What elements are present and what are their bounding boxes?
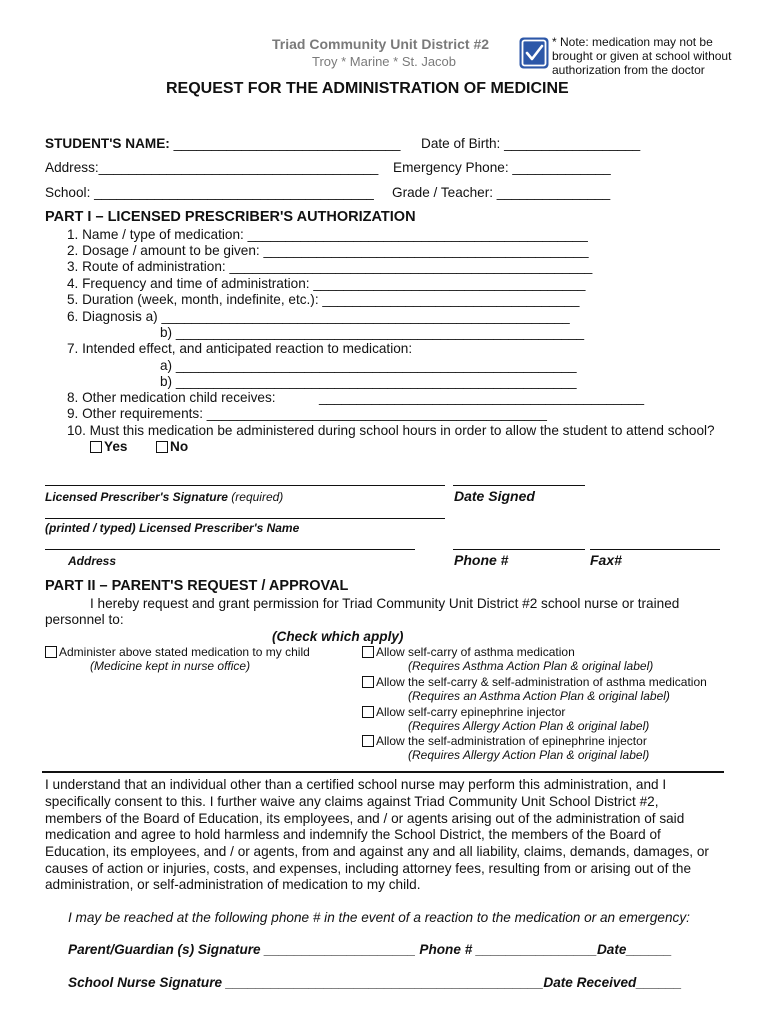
student-name-row (45, 136, 400, 152)
yes-box[interactable] (90, 441, 102, 453)
doctor-note: * Note: medication may not be brought or given at school without authorization from the doctor (552, 35, 732, 77)
page-title: REQUEST FOR THE ADMINISTRATION OF MEDICINE (166, 80, 569, 97)
nurse-signature-row[interactable]: School Nurse Signature __________________________________________Date Received______ (68, 975, 682, 990)
part1-item-7b[interactable]: b) _____________________________________________________ (160, 374, 577, 389)
consent-line-6: causes of action or injuries, costs, and expenses, including attorney fees, resulting from or arising out of the (45, 861, 692, 876)
prescriber-signature-caption: Licensed Prescriber's Signature (required) (45, 490, 284, 504)
part1-item-7: 7. Intended effect, and anticipated reaction to medication: (67, 341, 413, 356)
date-of-birth-field[interactable]: Date of Birth: __________________ (421, 136, 641, 151)
district-name: Triad Community Unit District #2 (272, 36, 490, 52)
no-checkbox[interactable]: No (156, 439, 188, 455)
fax-line[interactable] (590, 549, 720, 550)
part1-heading: PART I – LICENSED PRESCRIBER'S AUTHORIZATION (45, 209, 416, 225)
part1-item-3[interactable]: 3. Route of administration: ________________________________________________ (67, 259, 593, 274)
fax-caption: Fax# (590, 552, 622, 568)
option-asthma-carry[interactable]: Allow self-carry of asthma medication (362, 645, 575, 659)
asthma-carry-checkbox[interactable] (362, 646, 374, 658)
prescriber-signature-line[interactable] (45, 485, 445, 486)
part1-item-1[interactable]: 1. Name / type of medication: _____________________________________________ (67, 227, 588, 242)
address-caption: Address (68, 554, 117, 568)
date-signed-line[interactable] (453, 485, 585, 486)
part1-item-2[interactable]: 2. Dosage / amount to be given: ___________________________________________ (67, 243, 589, 258)
check-which-apply: (Check which apply) (272, 629, 404, 644)
no-box[interactable] (156, 441, 168, 453)
part1-item-6b[interactable]: b) ______________________________________________________ (160, 325, 585, 340)
reach-statement: I may be reached at the following phone # in the event of a reaction to the medication or an emergency: (68, 910, 690, 925)
administer-checkbox[interactable] (45, 646, 57, 658)
consent-line-7: administration, or self-administration of medication to my child. (45, 877, 421, 892)
epi-self-checkbox[interactable] (362, 735, 374, 747)
district-towns: Troy * Marine * St. Jacob (312, 54, 457, 69)
part1-item-6a[interactable]: 6. Diagnosis a) ______________________________________________________ (67, 309, 570, 324)
printed-name-line[interactable] (45, 518, 445, 519)
school-field[interactable]: School: _____________________________________ (45, 185, 374, 200)
option-asthma-carry-note: (Requires Asthma Action Plan & original label) (408, 659, 654, 673)
phone-line[interactable] (453, 549, 585, 550)
phone-caption: Phone # (454, 552, 509, 568)
part2-intro-line2: personnel to: (45, 612, 124, 627)
address-field[interactable]: Address:_____________________________________ (45, 160, 379, 175)
consent-line-5: Education, its employees, and / or agents, from and against any and all liability, claims, demands, damages, or (45, 844, 709, 859)
option-asthma-self-note: (Requires an Asthma Action Plan & original label) (408, 689, 670, 703)
parent-signature-row[interactable]: Parent/Guardian (s) Signature ____________________ Phone # ________________Date______ (68, 942, 672, 957)
part1-item-9[interactable]: 9. Other requirements: _____________________________________________ (67, 406, 547, 421)
part1-item-8-blank[interactable]: ___________________________________________ (319, 390, 645, 405)
option-epi-carry-note: (Requires Allergy Action Plan & original label) (408, 719, 650, 733)
part2-heading: PART II – PARENT'S REQUEST / APPROVAL (45, 578, 349, 594)
date-signed-label: Date Signed (454, 488, 535, 504)
part1-item-8: 8. Other medication child receives: (67, 390, 276, 405)
part2-intro-line1: I hereby request and grant permission for Triad Community Unit District #2 school nurse or trained (90, 596, 680, 611)
consent-line-2: specifically consent to this. I further waive any claims against Triad Community Unit School District #2, (45, 794, 659, 809)
yes-checkbox[interactable]: Yes (90, 439, 127, 455)
asthma-self-checkbox[interactable] (362, 676, 374, 688)
part1-item-7a[interactable]: a) _____________________________________________________ (160, 358, 577, 373)
checkbox-icon (518, 36, 550, 70)
option-epi-self-note: (Requires Allergy Action Plan & original label) (408, 748, 650, 762)
printed-name-caption: (printed / typed) Licensed Prescriber's Name (45, 521, 300, 535)
consent-line-3: members of the Board of Education, its employees, and / or agents arising out of the administration of said (45, 811, 685, 826)
section-divider (42, 771, 724, 773)
option-epi-self[interactable]: Allow the self-administration of epinephrine injector (362, 734, 647, 748)
student-name-blank: ______________________________ (173, 136, 401, 151)
option-administer-note: (Medicine kept in nurse office) (90, 659, 251, 673)
option-asthma-self[interactable]: Allow the self-carry & self-administration of asthma medication (362, 675, 707, 689)
part1-item-4[interactable]: 4. Frequency and time of administration: ____________________________________ (67, 276, 586, 291)
student-name-label: STUDENT'S NAME: (45, 136, 170, 151)
epi-carry-checkbox[interactable] (362, 706, 374, 718)
grade-teacher-field[interactable]: Grade / Teacher: _______________ (392, 185, 611, 200)
address-line[interactable] (45, 549, 415, 550)
option-administer[interactable]: Administer above stated medication to my child (45, 645, 310, 659)
part1-item-5[interactable]: 5. Duration (week, month, indefinite, etc.): __________________________________ (67, 292, 580, 307)
consent-line-1: I understand that an individual other than a certified school nurse may perform this administration, and I (45, 777, 667, 792)
emergency-phone-field[interactable]: Emergency Phone: _____________ (393, 160, 611, 175)
part1-item-10: 10. Must this medication be administered during school hours in order to allow the student to attend school? (67, 423, 715, 438)
option-epi-carry[interactable]: Allow self-carry epinephrine injector (362, 705, 565, 719)
consent-line-4: medication and agree to hold harmless and indemnify the School District, the members of the Board of (45, 827, 661, 842)
